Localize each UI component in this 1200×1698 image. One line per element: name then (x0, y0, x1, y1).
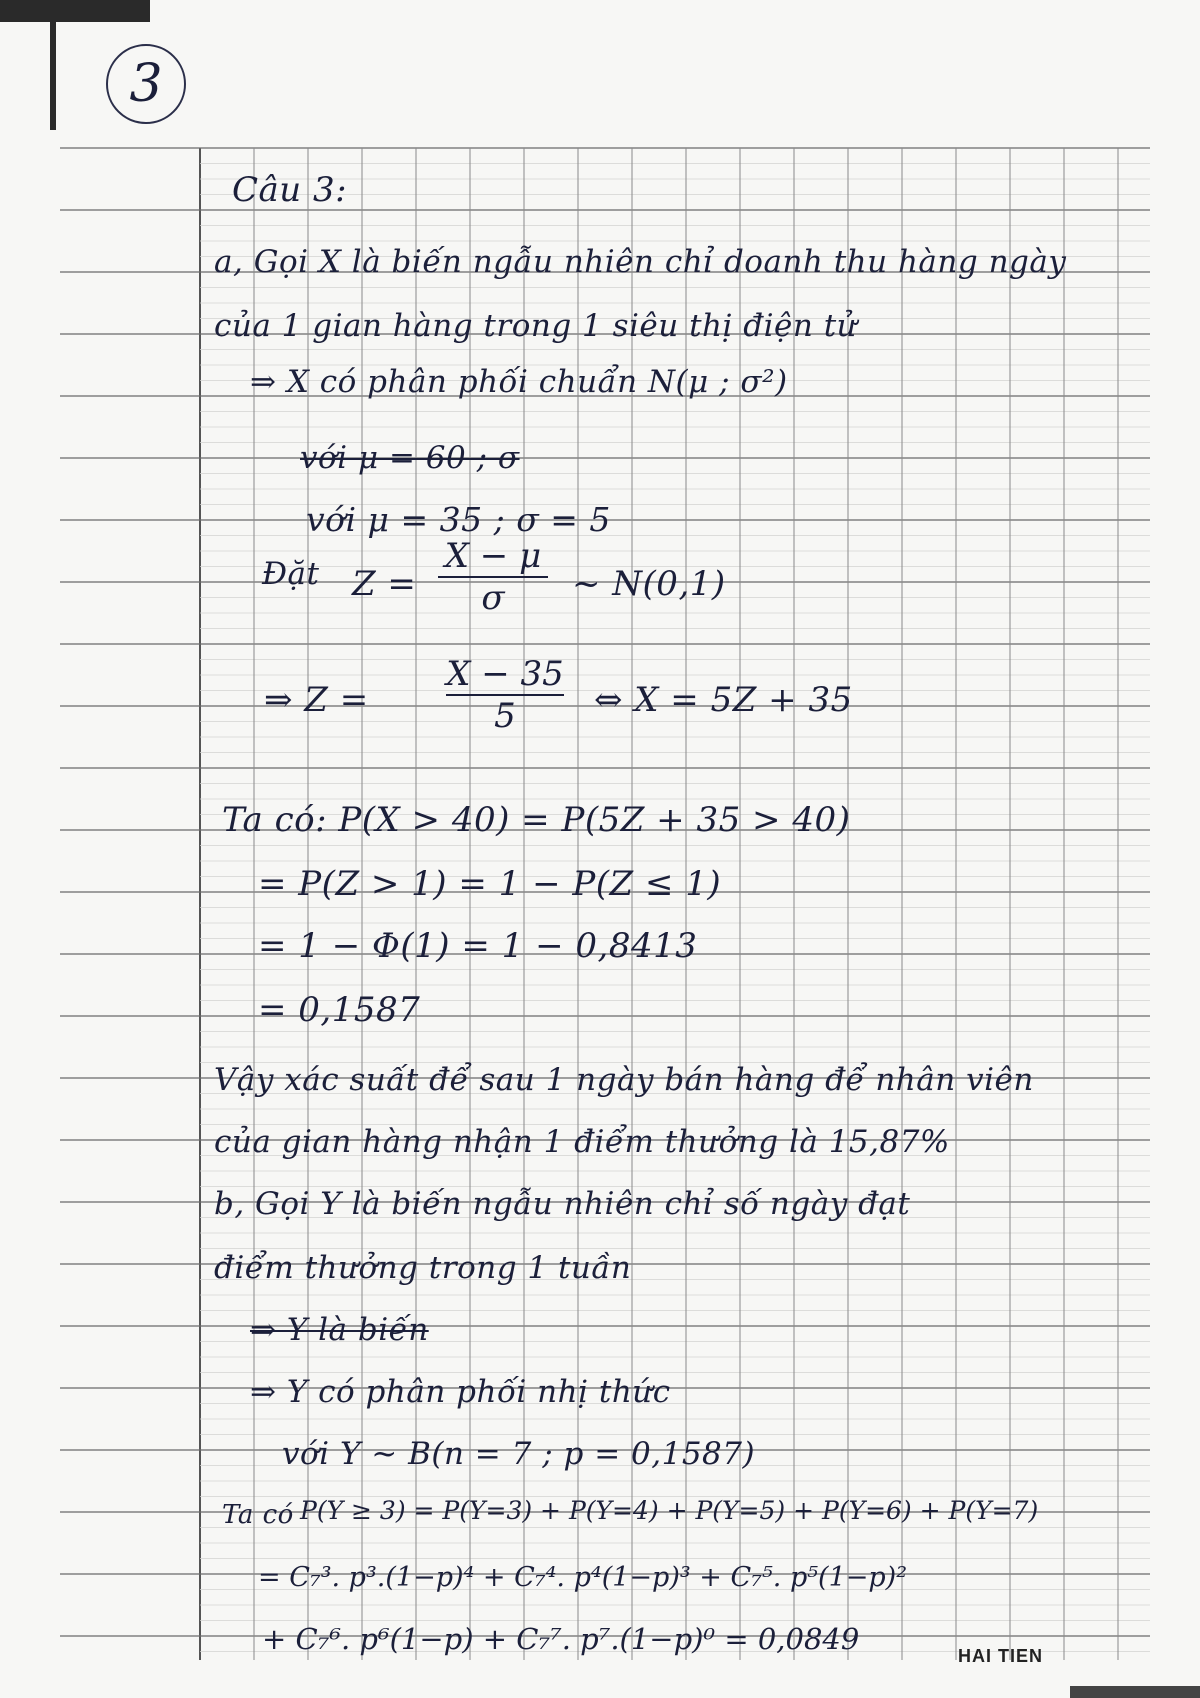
text-line: Ta có (222, 1500, 294, 1530)
text-line: a, Gọi X là biến ngẫu nhiên chỉ doanh thu hàng ngày (214, 244, 1067, 280)
formula-part: ⇔ X = 5Z + 35 (594, 680, 853, 720)
text-line: b, Gọi Y là biến ngẫu nhiên chỉ số ngày đạt (214, 1186, 911, 1222)
text-line: Đặt (262, 556, 320, 592)
text-line: = P(Z > 1) = 1 − P(Z ≤ 1) (258, 864, 722, 904)
text-line: của gian hàng nhận 1 điểm thưởng là 15,87% (214, 1124, 950, 1160)
formula-part: ~ N(0,1) (572, 564, 726, 604)
text-line: = 0,1587 (258, 990, 421, 1030)
text-line: ⇒ Y có phân phối nhị thức (250, 1374, 671, 1410)
scan-shadow (0, 0, 150, 22)
fraction-numerator: X − 35 (446, 654, 564, 694)
scan-shadow (50, 0, 56, 130)
text-line: + C₇⁶. p⁶(1−p) + C₇⁷. p⁷.(1−p)⁰ = 0,0849 (262, 1622, 860, 1656)
fraction (438, 536, 548, 618)
formula-part: ⇒ Z = (264, 680, 369, 720)
text-line: Vậy xác suất để sau 1 ngày bán hàng để nhân viên (214, 1062, 1034, 1098)
text-line: Ta có: P(X > 40) = P(5Z + 35 > 40) (222, 800, 851, 840)
formula-part: Z = (352, 564, 417, 604)
text-line: = C₇³. p³.(1−p)⁴ + C₇⁴. p⁴(1−p)³ + C₇⁵. p⁵(1−p)² (258, 1562, 908, 1593)
fraction-denominator: σ (481, 578, 505, 618)
page-number-text: 3 (129, 54, 163, 114)
heading: Câu 3: (232, 170, 348, 210)
fraction-numerator: X − μ (444, 536, 542, 576)
text-line: với μ = 35 ; σ = 5 (306, 500, 611, 539)
struck-text-line: ⇒ Y là biến (250, 1312, 429, 1348)
text-line: của 1 gian hàng trong 1 siêu thị điện tử (214, 308, 858, 344)
text-line: P(Y ≥ 3) = P(Y=3) + P(Y=4) + P(Y=5) + P(Y=6) + P(Y=7) (300, 1496, 1039, 1525)
scan-shadow (1070, 1686, 1200, 1698)
fraction-denominator: 5 (494, 696, 516, 736)
fraction (446, 654, 564, 736)
page-number (106, 44, 186, 124)
text-line: với Y ~ B(n = 7 ; p = 0,1587) (282, 1436, 756, 1472)
struck-text-line: với μ = 60 ; σ (300, 440, 520, 476)
brand-label: HAI TIEN (958, 1646, 1044, 1666)
text-line: = 1 − Φ(1) = 1 − 0,8413 (258, 926, 698, 966)
text-line: ⇒ X có phân phối chuẩn N(μ ; σ²) (250, 364, 788, 400)
text-line: điểm thưởng trong 1 tuần (214, 1250, 632, 1286)
